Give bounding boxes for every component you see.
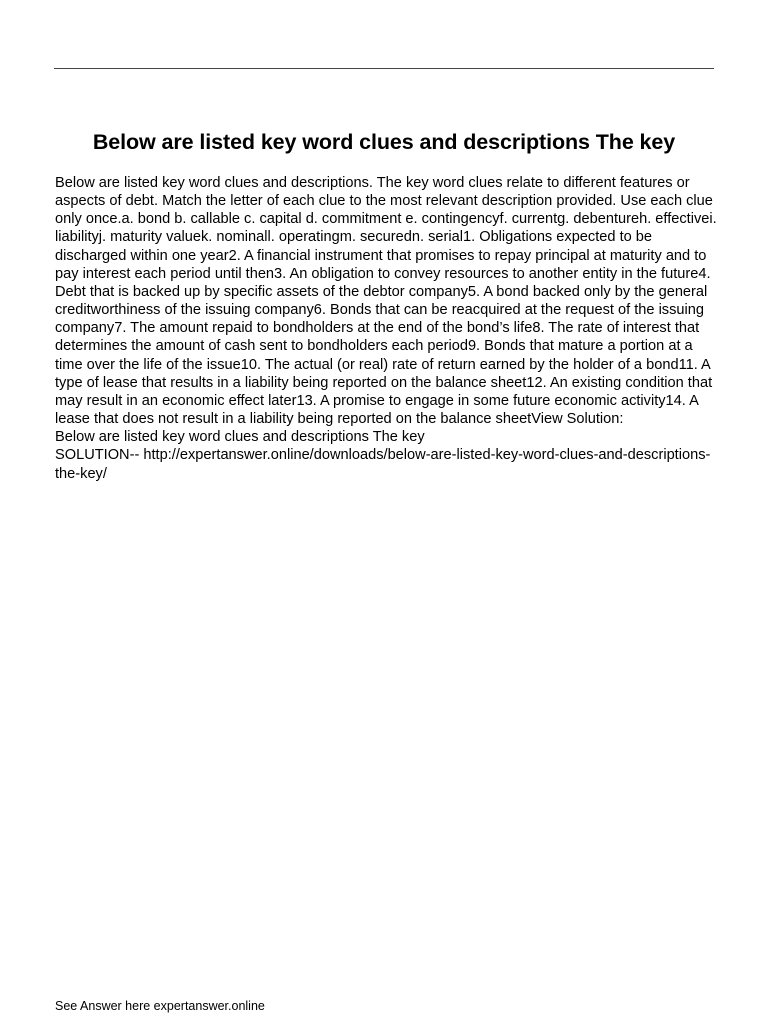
description-paragraph: Below are listed key word clues and descriptions. The key word clues relate to different features or aspects of debt. Match the letter of each clue to the most relevant description provided. Use each clue only once.a. bond b. callable c. capital d. commitment e. contingencyf. currentg. debentureh. effectivei. liabilityj. maturity valuek. nominall. operatingm. securedn. serial1. Obligations expected to be discharged within one year2. A financial instrument that promises to repay principal at maturity and to pay interest each period until then3. An obligation to convey resources to another entity in the future4. Debt that is backed up by specific assets of the debtor company5. A bond backed only by the general creditworthiness of the issuing company6. Bonds that can be reacquired at the request of the issuing company7. The amount repaid to bondholders at the end of the bond’s life8. The rate of interest that determines the amount of cash sent to bondholders each period9. Bonds that mature a portion at a time over the life of the issue10. The actual (or real) rate of return earned by the holder of a bond11. A type of lease that results in a liability being reported on the balance sheet12. An existing condition that may result in an economic effect later13. A promise to engage in some future economic activity14. A lease that does not result in a liability being reported on the balance sheetView Solution: (55, 175, 717, 428)
repeat-title-line: Below are listed key word clues and descriptions The key (55, 429, 425, 446)
top-divider (54, 68, 714, 69)
document-body (55, 174, 723, 483)
footer-text[interactable]: See Answer here expertanswer.online (55, 999, 265, 1013)
solution-link[interactable]: SOLUTION-- http://expertanswer.online/downloads/below-are-listed-key-word-clues-and-descriptions-the-key/ (55, 447, 711, 482)
document-title: Below are listed key word clues and descriptions The key (92, 130, 676, 154)
